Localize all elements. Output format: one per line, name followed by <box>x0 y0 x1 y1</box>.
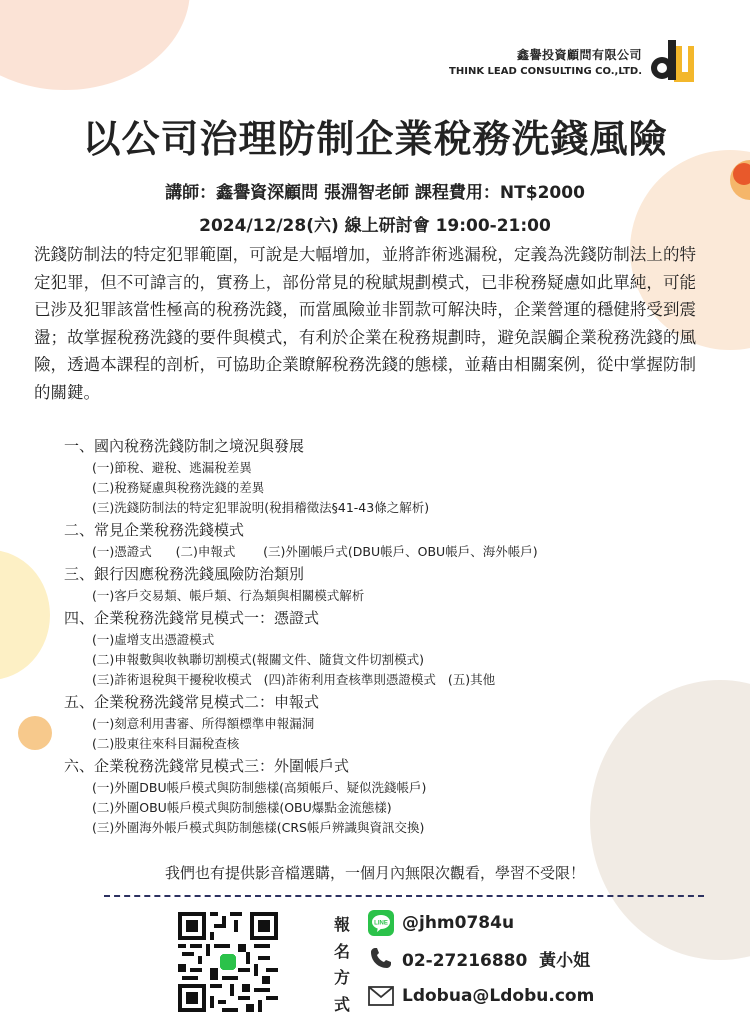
dashed-divider <box>104 895 704 897</box>
contact-email[interactable] <box>368 983 594 1009</box>
signup-char: 方 <box>333 968 350 987</box>
company-logo <box>648 38 696 86</box>
outline-item: (一)刻意利用書審、所得額標準申報漏洞 <box>92 716 315 731</box>
outline-section: 一、國內稅務洗錢防制之境況與發展 <box>64 437 305 455</box>
outline-section: 五、企業稅務洗錢常見模式二：申報式 <box>64 693 320 711</box>
outline-section: 二、常見企業稅務洗錢模式 <box>64 521 245 539</box>
contact-line[interactable] <box>368 910 514 936</box>
intro-paragraph: 洗錢防制法的特定犯罪範圍，可說是大幅增加，並將詐術逃漏稅，定義為洗錢防制法上的特定犯罪，但不可諱言的，實務上，部份常見的稅賦規劃模式，已非稅務疑慮如此單純，可能已涉及犯罪該當性極高的稅務洗錢，而當風險並非罰款可解決時，企業營運的穩健將受到震盪；故掌握稅務洗錢的要件與模式，有利於企業在稅務規劃時，避免誤觸企業稅務洗錢的風險，透過本課程的剖析，可協助企業瞭解稅務洗錢的態樣，並藉由相關案例，從中掌握防制的關鍵。 <box>34 245 696 402</box>
phone-number: 02-27216880 黃小姐 <box>402 950 591 971</box>
outline-item: (一)客戶交易類、帳戶類、行為類與相關模式解析 <box>92 588 365 603</box>
mail-icon <box>368 983 394 1009</box>
outline-item: (一)虛增支出憑證模式 <box>92 632 215 647</box>
outline-section: 四、企業稅務洗錢常見模式一：憑證式 <box>64 609 320 627</box>
signup-char: 報 <box>333 915 350 934</box>
video-note: 我們也有提供影音檔選購，一個月內無限次觀看，學習不受限！ <box>164 864 585 882</box>
course-outline <box>64 434 704 838</box>
line-icon <box>368 910 394 936</box>
outline-item: (二)外圍OBU帳戶模式與防制態樣(OBU爆點金流態樣) <box>92 800 392 815</box>
line-id: @jhm0784u <box>402 913 515 933</box>
contact-phone[interactable] <box>368 945 590 971</box>
line-icon-text: LINE <box>374 920 388 927</box>
outline-item: (三)洗錢防制法的特定犯罪說明(稅捐稽徵法§41-43條之解析) <box>92 500 430 515</box>
company-header <box>449 46 642 77</box>
outline-item: (二)股東往來科目漏稅查核 <box>92 736 240 751</box>
decor-dot-left <box>18 716 52 750</box>
decor-circle-left <box>0 550 50 680</box>
course-info-instructor: 講師：鑫譽資深顧問 張淵智老師 課程費用：NT$2000 <box>165 183 585 203</box>
qr-code[interactable] <box>178 912 278 1012</box>
signup-label-vertical <box>331 912 353 1018</box>
company-name-en: THINK LEAD CONSULTING CO.,LTD. <box>449 66 642 77</box>
email-address: Ldobua@Ldobu.com <box>402 986 595 1006</box>
company-name-cn: 鑫譽投資顧問有限公司 <box>516 48 642 62</box>
outline-item: (一)憑證式 (二)申報式 (三)外圍帳戶式(DBU帳戶、OBU帳戶、海外帳戶) <box>92 544 538 559</box>
outline-item: (一)節稅、避稅、逃漏稅差異 <box>92 460 252 475</box>
outline-section: 六、企業稅務洗錢常見模式三：外圍帳戶式 <box>64 757 350 775</box>
outline-section: 三、銀行因應稅務洗錢風險防治類別 <box>64 565 305 583</box>
outline-item: (二)申報數與收執聯切割模式(報關文件、隨貨文件切割模式) <box>92 652 425 667</box>
decor-circle-top-left <box>0 0 190 90</box>
course-info-schedule: 2024/12/28(六) 線上研討會 19:00-21:00 <box>199 216 551 236</box>
page-title: 以公司治理防制企業稅務洗錢風險 <box>82 117 668 161</box>
outline-item: (三)外圍海外帳戶模式與防制態樣(CRS帳戶辨識與資訊交換) <box>92 820 425 835</box>
outline-item: (一)外圍DBU帳戶模式與防制態樣(高頻帳戶、疑似洗錢帳戶) <box>92 780 427 795</box>
phone-icon <box>368 945 394 971</box>
outline-item: (三)詐術退稅與干擾稅收模式 (四)詐術利用查核準則憑證模式 (五)其他 <box>92 672 496 687</box>
outline-item: (二)稅務疑慮與稅務洗錢的差異 <box>92 480 265 495</box>
signup-char: 式 <box>333 994 350 1014</box>
signup-char: 名 <box>333 941 350 961</box>
